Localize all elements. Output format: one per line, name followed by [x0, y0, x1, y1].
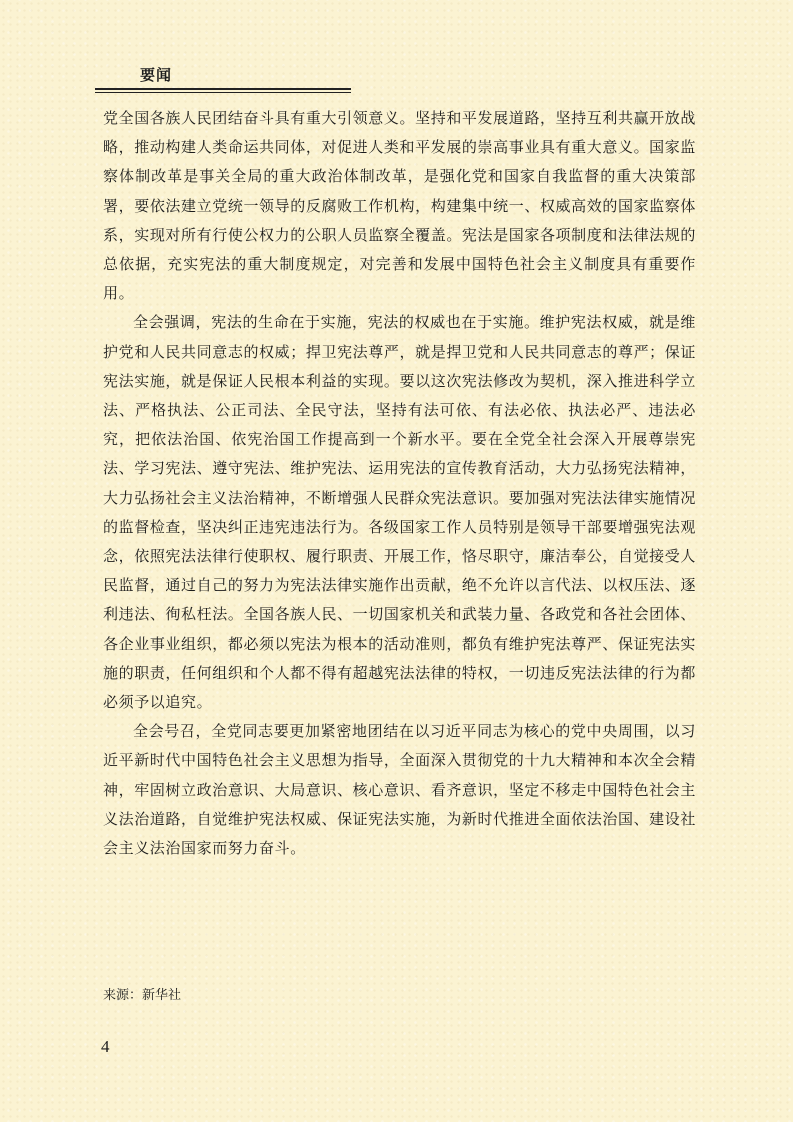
- article-paragraph-1: 党全国各族人民团结奋斗具有重大引领意义。坚持和平发展道路，坚持互利共赢开放战略，推动构建人类命运共同体，对促进人类和平发展的崇高事业具有重大意义。国家监察体制改革是事关全局的重大政治体制改革，是强化党和国家自我监督的重大决策部署，要依法建立党统一领导的反腐败工作机构，构建集中统一、权威高效的国家监察体系，实现对所有行使公权力的公职人员监察全覆盖。宪法是国家各项制度和法律法规的总依据，充实宪法的重大制度规定，对完善和发展中国特色社会主义制度具有重要作用。: [103, 109, 696, 303]
- header-divider: [95, 88, 351, 93]
- article-body: [103, 104, 696, 863]
- article-paragraph-3: 全会号召，全党同志要更加紧密地团结在以习近平同志为核心的党中央周围，以习近平新时代中国特色社会主义思想为指导，全面深入贯彻党的十九大精神和本次全会精神，牢固树立政治意识、大局意识、核心意识、看齐意识，坚定不移走中国特色社会主义法治道路，自觉维护宪法权威、保证宪法实施，为新时代推进全面依法治国、建设社会主义法治国家而努力奋斗。: [103, 722, 696, 858]
- article-paragraph-2: 全会强调，宪法的生命在于实施，宪法的权威也在于实施。维护宪法权威，就是维护党和人民共同意志的权威；捍卫宪法尊严，就是捍卫党和人民共同意志的尊严；保证宪法实施，就是保证人民根本利益的实现。要以这次宪法修改为契机，深入推进科学立法、严格执法、公正司法、全民守法，坚持有法可依、有法必依、执法必严、违法必究，把依法治国、依宪治国工作提高到一个新水平。要在全党全社会深入开展尊崇宪法、学习宪法、遵守宪法、维护宪法、运用宪法的宣传教育活动，大力弘扬宪法精神，大力弘扬社会主义法治精神，不断增强人民群众宪法意识。要加强对宪法法律实施情况的监督检查，坚决纠正违宪违法行为。各级国家工作人员特别是领导干部要增强宪法观念，依照宪法法律行使职权、履行职责、开展工作，恪尽职守，廉洁奉公，自觉接受人民监督，通过自己的努力为宪法法律实施作出贡献，绝不允许以言代法、以权压法、逐利违法、徇私枉法。全国各族人民、一切国家机关和武装力量、各政党和各社会团体、各企业事业组织，都必须以宪法为根本的活动准则，都负有维护宪法尊严、保证宪法实施的职责，任何组织和个人都不得有超越宪法法律的特权，一切违反宪法法律的行为都必须予以追究。: [103, 313, 696, 712]
- article-source: 来源：新华社: [103, 988, 182, 1003]
- page-number: 4: [101, 1037, 110, 1056]
- section-title: 要闻: [140, 66, 173, 84]
